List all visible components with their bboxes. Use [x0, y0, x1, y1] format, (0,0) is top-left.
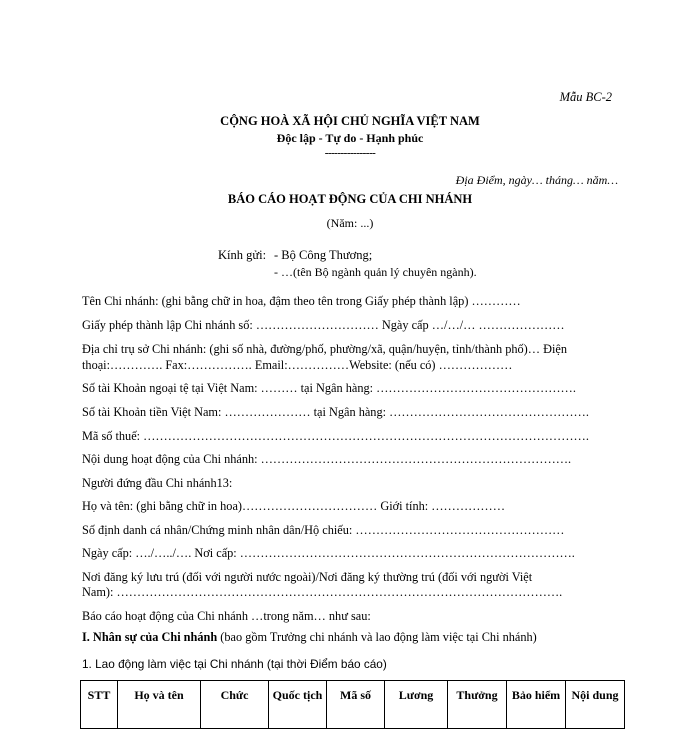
col-header-salary: Lương [385, 681, 448, 729]
field-full-name: Họ và tên: (ghi bằng chữ in hoa)…………………………… Giới tính: ……………… [82, 499, 506, 513]
nation-title: CỘNG HOÀ XÃ HỘI CHỦ NGHĨA VIỆT NAM [220, 114, 480, 128]
section-1-heading [82, 629, 537, 645]
report-year: (Năm: ...) [326, 216, 374, 230]
col-header-code: Mã số [327, 681, 385, 729]
col-header-position: Chức [201, 681, 269, 729]
col-header-bonus: Thưởng [448, 681, 507, 729]
field-license: Giấy phép thành lập Chi nhánh số: ………………………… Ngày cấp …/…/… ………………… [82, 318, 565, 332]
place-date-line: Địa Điểm, ngày… tháng… năm… [455, 173, 618, 187]
table-header-row [81, 681, 625, 729]
col-header-insurance: Bảo hiểm [507, 681, 566, 729]
field-address-line-1: Địa chỉ trụ sở Chi nhánh: (ghi số nhà, đường/phố, phường/xã, quận/huyện, tỉnh/thành phố)… Điện [82, 342, 568, 356]
field-branch-name: Tên Chi nhánh: (ghi bằng chữ in hoa, đậm theo tên trong Giấy phép thành lập) ………… [82, 294, 521, 308]
section-1-note: (bao gồm Trưởng chi nhánh và lao động làm việc tại Chi nhánh) [217, 630, 537, 644]
section-1-title: I. Nhân sự của Chi nhánh [82, 630, 218, 644]
report-title: BÁO CÁO HOẠT ĐỘNG CỦA CHI NHÁNH [227, 192, 473, 206]
national-motto: Độc lập - Tự do - Hạnh phúc [276, 131, 424, 145]
section-1-subheading: 1. Lao động làm việc tại Chi nhánh (tại thời Điểm báo cáo) [82, 657, 387, 671]
report-intro: Báo cáo hoạt động của Chi nhánh …trong năm… như sau: [82, 609, 371, 623]
field-address-line-2: thoại:…………. Fax:……………. Email:……………Website: (nếu có) ……………… [82, 358, 513, 372]
recipient-line-2: - …(tên Bộ ngành quản lý chuyên ngành). [274, 265, 477, 279]
field-issue-date-place: Ngày cấp: …./…../…. Nơi cấp: ………………………………………………………………………. [82, 546, 575, 560]
field-vnd-account: Số tài Khoản tiền Việt Nam: ………………… tại Ngân hàng: …………………………………………. [82, 405, 589, 419]
staff-table [80, 680, 625, 729]
recipient-label: Kính gửi: [218, 248, 267, 262]
field-residence-line-1: Nơi đăng ký lưu trú (đối với người nước ngoài)/Nơi đăng ký thường trú (đối với người Việt [82, 570, 533, 584]
field-residence-line-2: Nam): ………………………………………………………………………………………………. [82, 585, 563, 599]
field-activities: Nội dung hoạt động của Chi nhánh: …………………………………………………………………. [82, 452, 572, 466]
col-header-stt: STT [81, 681, 118, 729]
field-id-number: Số định danh cá nhân/Chứng minh nhân dân/Hộ chiếu: …………………………………………… [82, 523, 565, 537]
field-tax-code: Mã số thuế: ………………………………………………………………………………………………. [82, 429, 589, 443]
col-header-nationality: Quốc tịch [269, 681, 327, 729]
field-foreign-account: Số tài Khoản ngoại tệ tại Việt Nam: ……… tại Ngân hàng: …………………………………………. [82, 381, 576, 395]
col-header-name: Họ và tên [118, 681, 201, 729]
form-code: Mẫu BC-2 [559, 90, 612, 104]
field-head-label: Người đứng đầu Chi nhánh13: [82, 476, 233, 490]
recipient-line-1: - Bộ Công Thương; [274, 248, 373, 262]
col-header-content: Nội dung [566, 681, 625, 729]
motto-divider: ---------------- [324, 147, 376, 159]
